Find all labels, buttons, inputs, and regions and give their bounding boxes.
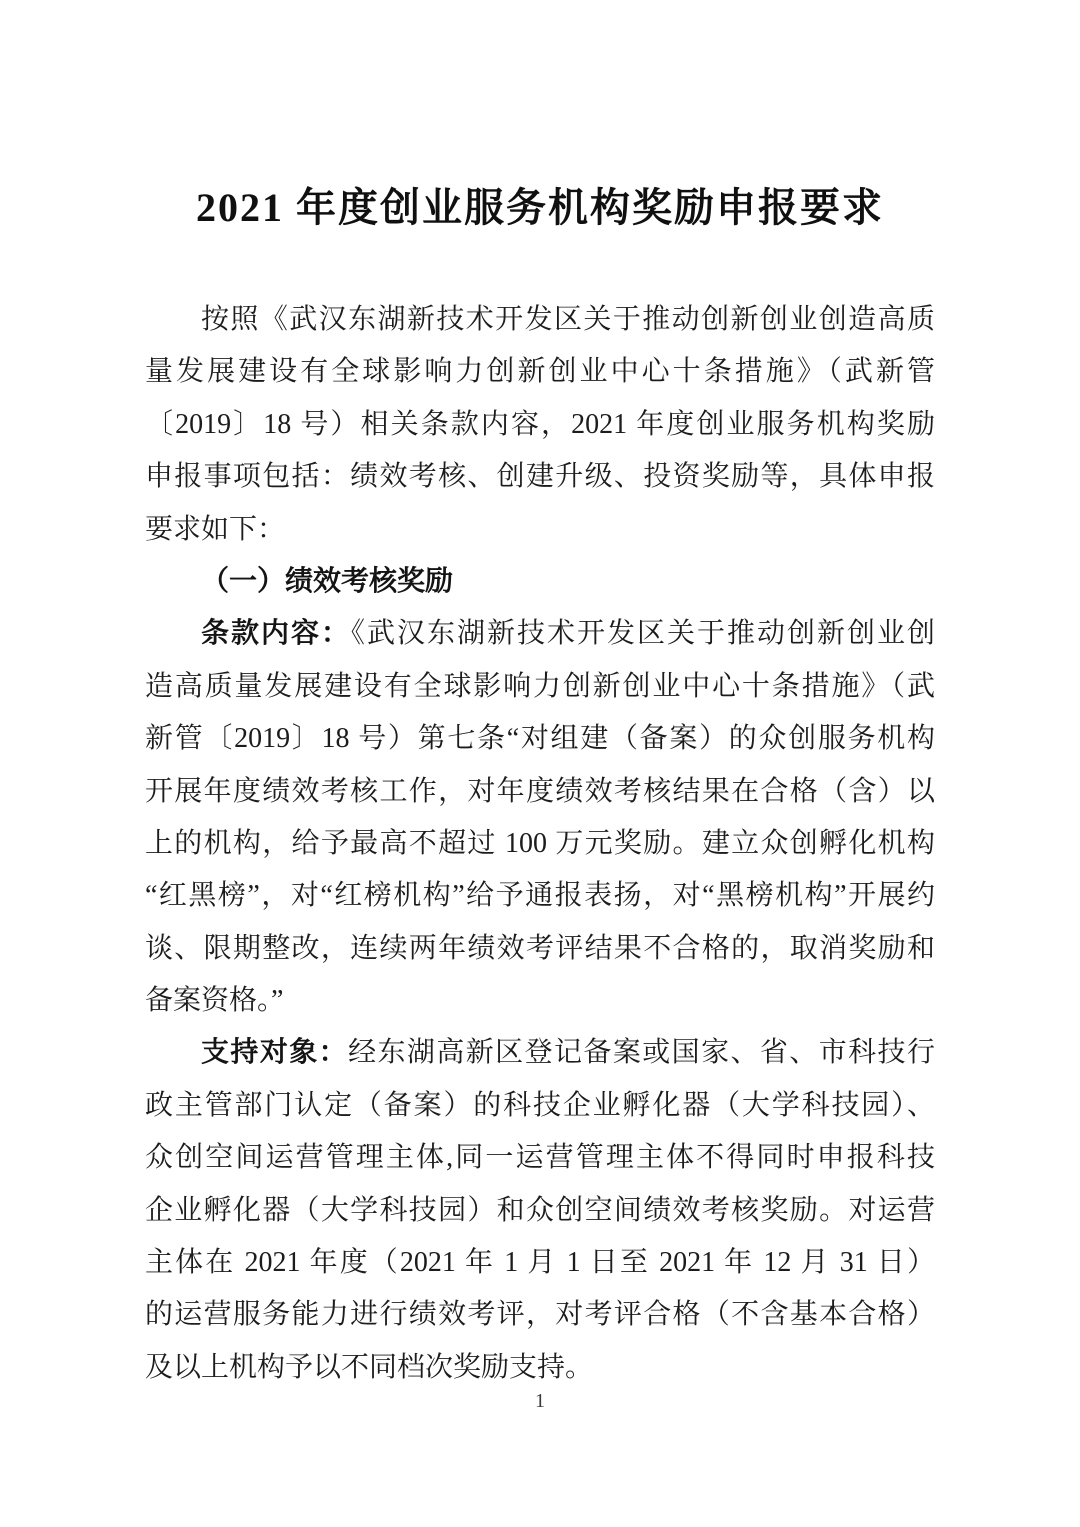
paragraph-3-line-7: 及以上机构予以不同档次奖励支持。 — [145, 1351, 594, 1383]
paragraph-2-line-1-text: 《武汉东湖新技术开发区关于推动创新创业创 — [351, 618, 935, 650]
support-target-label: 支持对象： — [201, 1037, 349, 1069]
section-heading-performance-award: （一）绩效考核奖励 — [201, 565, 454, 597]
paragraph-2-line-8: 备案资格。” — [145, 985, 284, 1017]
paragraph-3-line-4: 企业孵化器（大学科技园）和众创空间绩效考核奖励。对运营 — [145, 1194, 935, 1226]
paragraph-1-line-2: 量发展建设有全球影响力创新创业中心十条措施》（武新管 — [145, 356, 935, 388]
paragraph-3-line-2: 政主管部门认定（备案）的科技企业孵化器（大学科技园）、 — [145, 1089, 935, 1121]
page-number: 1 — [535, 1390, 545, 1412]
paragraph-3-line-6: 的运营服务能力进行绩效考评，对考评合格（不含基本合格） — [145, 1299, 935, 1331]
paragraph-1-line-3: 〔2019〕18 号）相关条款内容，2021 年度创业服务机构奖励 — [145, 408, 935, 440]
paragraph-1-line-1: 按照《武汉东湖新技术开发区关于推动创新创业创造高质 — [201, 304, 935, 335]
paragraph-2-line-5: 上的机构，给予最高不超过 100 万元奖励。建立众创孵化机构 — [145, 827, 935, 859]
clause-content-label: 条款内容： — [201, 618, 351, 650]
page-footer — [0, 1390, 1080, 1413]
paragraph-2-line-1 — [145, 608, 935, 660]
paragraph-2-line-6: “红黑榜”，对“红榜机构”给予通报表扬，对“黑榜机构”开展约 — [145, 880, 935, 912]
paragraph-3-line-5: 主体在 2021 年度（2021 年 1 月 1 日至 2021 年 12 月 31 日） — [145, 1247, 935, 1279]
paragraph-2-line-7: 谈、限期整改，连续两年绩效考评结果不合格的，取消奖励和 — [145, 932, 935, 964]
paragraph-2-line-3: 新管〔2019〕18 号）第七条“对组建（备案）的众创服务机构 — [145, 723, 935, 755]
document-body — [145, 294, 935, 1394]
paragraph-1-line-5: 要求如下： — [145, 513, 286, 545]
document-title: 2021 年度创业服务机构奖励申报要求 — [196, 185, 884, 230]
paragraph-3-line-1-text: 经东湖高新区登记备案或国家、省、市科技行 — [348, 1037, 935, 1069]
paragraph-2-line-4: 开展年度绩效考核工作，对年度绩效考核结果在合格（含）以 — [145, 775, 935, 807]
paragraph-1-line-4: 申报事项包括：绩效考核、创建升级、投资奖励等，具体申报 — [145, 461, 935, 493]
paragraph-3-line-3: 众创空间运营管理主体,同一运营管理主体不得同时申报科技 — [145, 1142, 935, 1174]
paragraph-2-line-2: 造高质量发展建设有全球影响力创新创业中心十条措施》（武 — [145, 670, 935, 702]
paragraph-3-line-1 — [145, 1027, 935, 1079]
